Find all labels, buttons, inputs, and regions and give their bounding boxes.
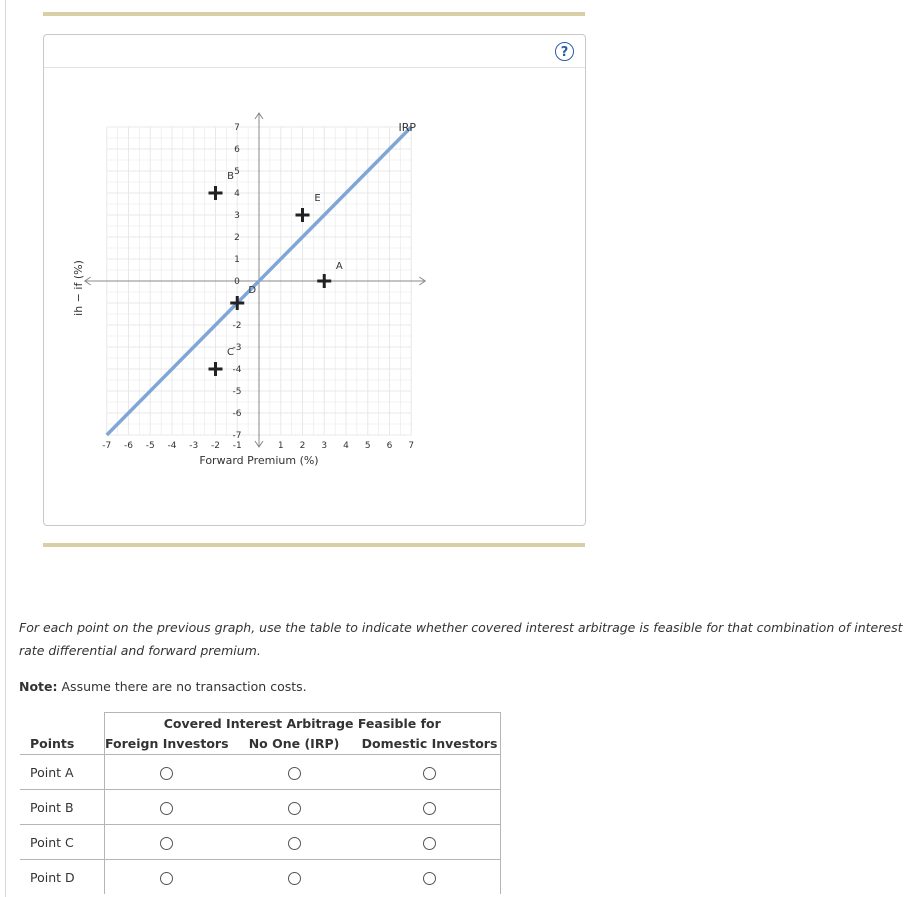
x-tick-label: 2 — [299, 441, 306, 451]
note-text: Assume there are no transaction costs. — [61, 679, 307, 694]
x-tick-label: 5 — [364, 441, 371, 451]
radio-domestic-a[interactable] — [423, 767, 436, 780]
x-tick-label: 6 — [386, 441, 393, 451]
y-tick-label: -7 — [232, 431, 242, 441]
row-label: Point A — [20, 755, 105, 790]
radio-foreign-d[interactable] — [160, 872, 173, 885]
y-tick-label: 2 — [234, 233, 240, 243]
col-header-domestic: Domestic Investors — [360, 733, 501, 755]
x-axis-label: Forward Premium (%) — [199, 454, 319, 467]
y-tick-label: 1 — [234, 255, 240, 265]
x-tick-label: -1 — [232, 441, 242, 451]
irp-graph[interactable] — [44, 35, 585, 525]
point-label-c: C — [227, 347, 234, 358]
page-left-border — [5, 0, 6, 897]
y-tick-label: -2 — [232, 321, 242, 331]
row-label: Point D — [20, 860, 105, 895]
point-label-a: A — [335, 261, 343, 272]
radio-irp-a[interactable] — [288, 767, 301, 780]
x-tick-label: -2 — [211, 441, 220, 451]
radio-irp-c[interactable] — [288, 837, 301, 850]
col-header-foreign: Foreign Investors — [105, 733, 229, 755]
x-tick-label: 4 — [343, 441, 349, 451]
y-tick-label: 3 — [234, 211, 240, 221]
table-group-header: Covered Interest Arbitrage Feasible for — [105, 713, 501, 734]
y-tick-label: -3 — [232, 343, 242, 353]
point-label-e: E — [314, 193, 321, 204]
instructions-text: For each point on the previous graph, use the table to indicate whether covered interest arbitrage is feasible for that combination of interest rate differential and forward premium. — [19, 620, 903, 658]
radio-domestic-b[interactable] — [423, 802, 436, 815]
y-tick-label: 6 — [234, 145, 240, 155]
table-row — [20, 755, 500, 790]
radio-irp-d[interactable] — [288, 872, 301, 885]
note — [19, 679, 307, 694]
point-label-b: B — [227, 171, 234, 182]
y-tick-label: 5 — [234, 167, 240, 177]
radio-domestic-c[interactable] — [423, 837, 436, 850]
top-divider — [43, 12, 585, 16]
point-marker-e — [296, 208, 310, 222]
y-axis-label: ih − if (%) — [72, 260, 85, 316]
graph-panel — [43, 34, 586, 526]
point-label-d: D — [248, 285, 257, 296]
table-row — [20, 860, 500, 895]
radio-foreign-b[interactable] — [160, 802, 173, 815]
x-tick-label: -3 — [189, 441, 199, 451]
point-marker-a — [317, 274, 331, 288]
y-tick-label: -4 — [232, 365, 242, 375]
radio-domestic-d[interactable] — [423, 872, 436, 885]
row-label: Point C — [20, 825, 105, 860]
y-tick-label: 4 — [234, 189, 240, 199]
y-tick-label: -5 — [232, 387, 242, 397]
radio-irp-b[interactable] — [288, 802, 301, 815]
x-tick-label: 1 — [277, 441, 284, 451]
y-tick-label: 0 — [234, 277, 240, 287]
x-tick-label: -7 — [102, 441, 112, 451]
x-tick-label: 3 — [321, 441, 328, 451]
y-tick-label: 7 — [234, 123, 240, 133]
note-label: Note: — [19, 679, 58, 694]
arbitrage-table — [20, 712, 501, 894]
points-header: Points — [30, 736, 75, 751]
x-tick-label: -6 — [124, 441, 133, 451]
col-header-irp: No One (IRP) — [248, 736, 340, 751]
point-marker-c — [209, 362, 223, 376]
y-tick-label: -6 — [232, 409, 242, 419]
irp-line-label: IRP — [398, 121, 417, 134]
radio-foreign-a[interactable] — [160, 767, 173, 780]
bottom-divider — [43, 543, 585, 547]
radio-foreign-c[interactable] — [160, 837, 173, 850]
help-question-icon[interactable]: ? — [555, 42, 574, 61]
point-marker-b — [209, 186, 223, 200]
x-tick-label: -5 — [145, 441, 155, 451]
table-row — [20, 825, 500, 860]
table-row — [20, 790, 500, 825]
x-tick-label: 7 — [408, 441, 415, 451]
x-tick-label: -4 — [167, 441, 177, 451]
row-label: Point B — [20, 790, 105, 825]
